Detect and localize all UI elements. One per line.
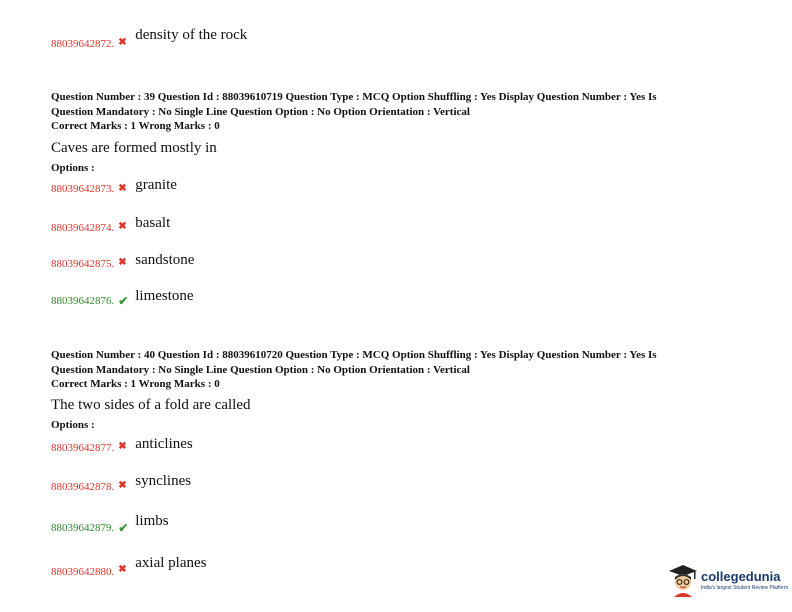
option-text: granite — [135, 177, 177, 193]
option-text: limestone — [135, 288, 194, 304]
meta-line: Question Mandatory : No Single Line Question Option : No Option Orientation : Vertical — [51, 363, 470, 376]
question-text: The two sides of a fold are called — [51, 397, 251, 413]
option-row — [51, 27, 247, 50]
option-id: 88039642878. — [51, 481, 115, 493]
options-label: Options : — [51, 162, 95, 174]
meta-line: Question Number : 39 Question Id : 88039610719 Question Type : MCQ Option Shuffling : Yes Display Question Number : Yes Is — [51, 91, 657, 103]
cross-icon: ✖ — [118, 221, 127, 232]
logo-tagline: India's largest Student Review Platform — [701, 584, 789, 591]
option-row — [51, 252, 194, 270]
cross-icon: ✖ — [118, 37, 127, 48]
option-text: axial planes — [135, 555, 207, 571]
option-row — [51, 177, 177, 195]
option-row — [51, 288, 194, 309]
option-id: 88039642880. — [51, 566, 115, 578]
option-row — [51, 215, 170, 234]
marks-line: Correct Marks : 1 Wrong Marks : 0 — [51, 120, 220, 132]
option-text: density of the rock — [135, 27, 248, 43]
meta-line: Question Number : 40 Question Id : 88039610720 Question Type : MCQ Option Shuffling : Yes Display Question Number : Yes Is — [51, 349, 657, 361]
option-row — [51, 436, 193, 454]
cross-icon: ✖ — [118, 480, 127, 491]
cross-icon: ✖ — [118, 183, 127, 194]
option-row — [51, 473, 191, 493]
option-text: basalt — [135, 215, 171, 231]
option-id: 88039642875. — [51, 258, 115, 270]
meta-line: Question Mandatory : No Single Line Question Option : No Option Orientation : Vertical — [51, 105, 470, 118]
check-icon: ✔ — [118, 521, 129, 535]
option-row — [51, 513, 169, 536]
graduate-avatar-icon — [668, 563, 698, 597]
check-icon: ✔ — [118, 294, 129, 308]
marks-line: Correct Marks : 1 Wrong Marks : 0 — [51, 378, 220, 390]
option-text: anticlines — [135, 436, 193, 452]
option-id: 88039642876. — [51, 295, 115, 307]
question-meta — [51, 90, 751, 134]
question-text: Caves are formed mostly in — [51, 140, 217, 156]
collegedunia-logo — [668, 563, 788, 597]
option-id: 88039642874. — [51, 222, 115, 234]
option-id: 88039642879. — [51, 522, 115, 534]
question-meta — [51, 348, 751, 392]
option-text: limbs — [135, 513, 169, 529]
cross-icon: ✖ — [118, 564, 127, 575]
options-label: Options : — [51, 419, 95, 431]
option-id: 88039642877. — [51, 442, 115, 454]
cross-icon: ✖ — [118, 441, 127, 452]
option-id: 88039642873. — [51, 183, 115, 195]
logo-name: collegedunia — [701, 568, 781, 584]
option-text: synclines — [135, 473, 192, 489]
option-id: 88039642872. — [51, 38, 115, 50]
option-text: sandstone — [135, 252, 195, 268]
option-row — [51, 555, 206, 578]
cross-icon: ✖ — [118, 257, 127, 268]
